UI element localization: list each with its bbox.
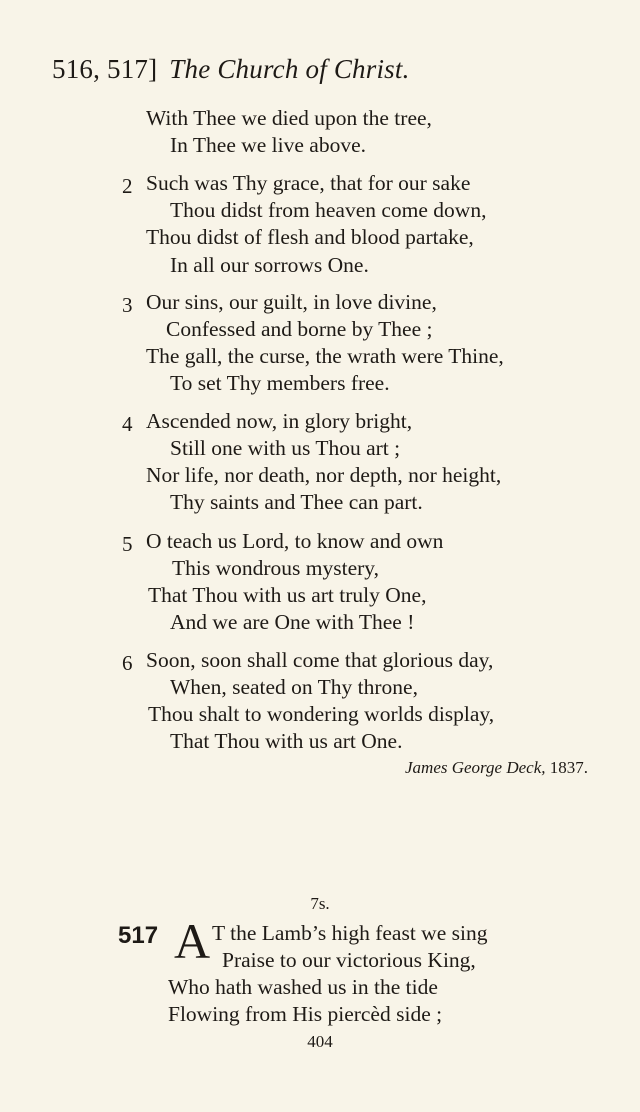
verse-line: Soon, soon shall come that glorious day,: [146, 648, 494, 672]
author-year: 1837.: [549, 758, 588, 777]
verse-line: That Thou with us art One.: [170, 729, 403, 753]
verse-line: This wondrous mystery,: [172, 556, 380, 580]
verse-line: Thy saints and Thee can part.: [170, 490, 423, 514]
verse-line: Thou shalt to wondering worlds display,: [148, 702, 495, 726]
verse-line: Our sins, our guilt, in love divine,: [146, 290, 437, 314]
verse-number: 6: [122, 651, 133, 675]
verse-line: Nor life, nor death, nor depth, nor height,: [146, 463, 502, 487]
verse-line: That Thou with us art truly One,: [148, 583, 427, 607]
verse-number: 4: [122, 412, 133, 436]
verse-line: Ascended now, in glory bright,: [146, 409, 413, 433]
verse-line: And we are One with Thee !: [170, 610, 415, 634]
drop-cap: A: [174, 913, 211, 969]
hymn-meter: 7s.: [310, 894, 330, 913]
verse-line: Such was Thy grace, that for our sake: [146, 171, 471, 195]
verse-line: In all our sorrows One.: [170, 253, 369, 277]
verse-line: Praise to our victorious King,: [222, 948, 476, 972]
verse-line: T the Lamb’s high feast we sing: [212, 921, 488, 945]
verse-line: Confessed and borne by Thee ;: [166, 317, 433, 341]
verse-number: 2: [122, 174, 133, 198]
verse-line: When, seated on Thy throne,: [170, 675, 418, 699]
verse-number: 3: [122, 293, 133, 317]
running-header: [52, 54, 410, 85]
verse-line: In Thee we live above.: [170, 133, 367, 157]
verse-line: With Thee we died upon the tree,: [146, 106, 432, 130]
verse-line: Thou didst from heaven come down,: [170, 198, 487, 222]
hymn-attribution: [405, 758, 588, 778]
verse-line: Flowing from His piercèd side ;: [168, 1002, 443, 1026]
verse-number: 5: [122, 532, 133, 556]
verse-line: Still one with us Thou art ;: [170, 436, 401, 460]
page-number: 404: [307, 1032, 333, 1051]
header-title: The Church of Christ.: [169, 54, 410, 84]
verse-line: Who hath washed us in the tide: [168, 975, 438, 999]
author-name: James George Deck,: [405, 758, 546, 777]
hymn-number: 517: [118, 922, 159, 949]
verse-line: The gall, the curse, the wrath were Thine,: [146, 344, 504, 368]
verse-line: To set Thy members free.: [170, 371, 390, 395]
header-hymn-numbers: 516, 517]: [52, 54, 158, 84]
verse-line: Thou didst of flesh and blood partake,: [146, 225, 474, 249]
verse-line: O teach us Lord, to know and own: [146, 529, 444, 553]
